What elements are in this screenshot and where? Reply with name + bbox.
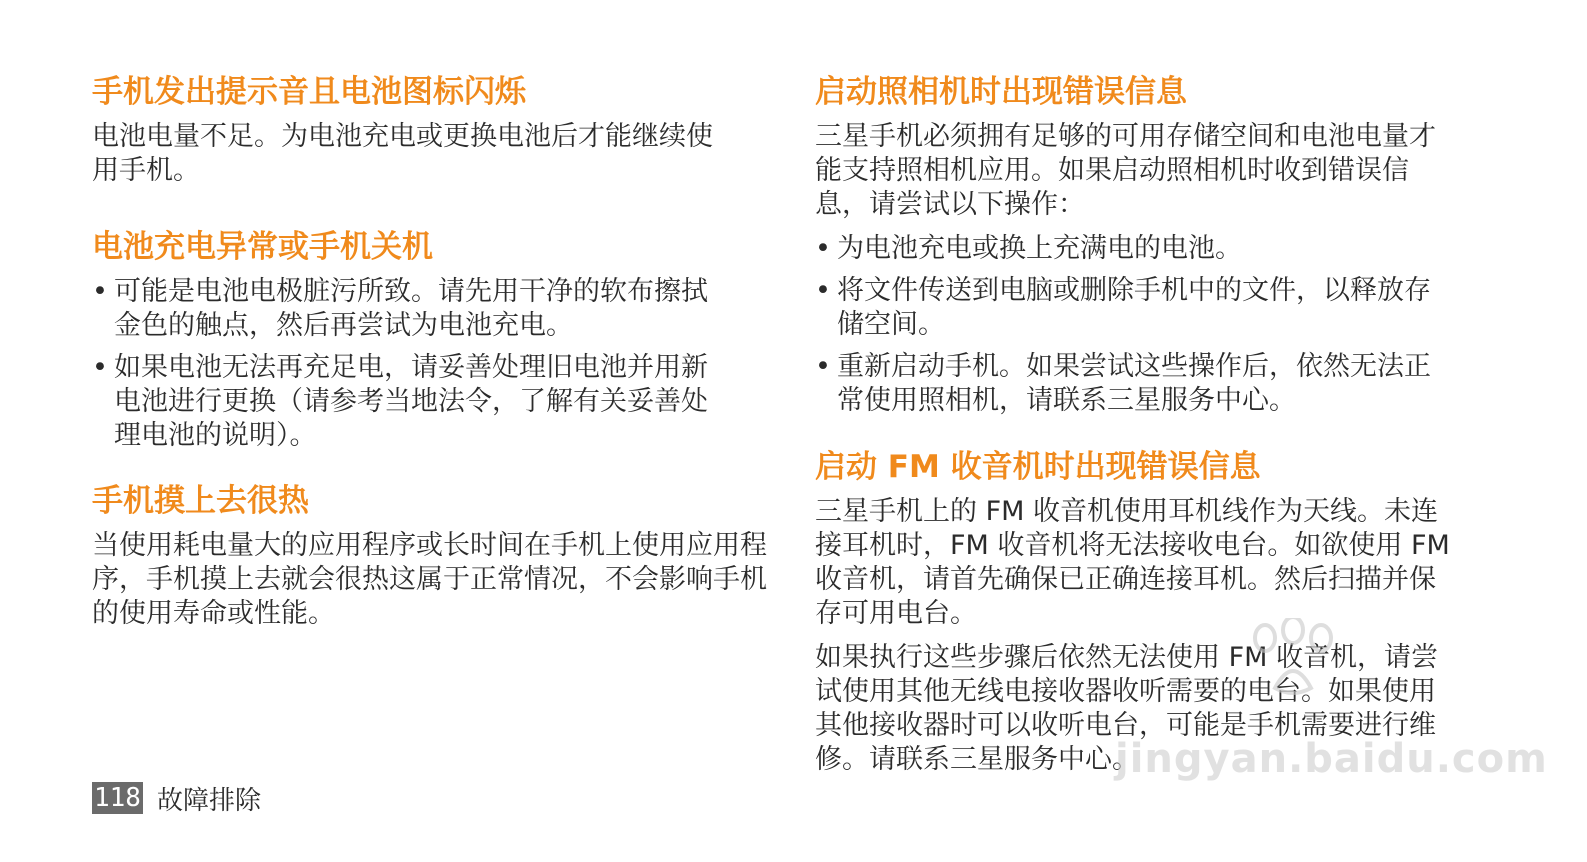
section-battery-beep xyxy=(92,70,713,188)
bullet-dot-icon: • xyxy=(92,276,108,307)
watermark-text: jingyan.baidu.com xyxy=(1115,736,1548,782)
section-camera-error xyxy=(815,70,1436,426)
section-body: 电池电量不足。为电池充电或更换电池后才能继续使 用手机。 xyxy=(92,121,713,186)
bullet-text: 可能是电池电极脏污所致。请先用干净的软布擦拭 金色的触点，然后再尝试为电池充电。 xyxy=(114,276,708,341)
section-heading: 手机发出提示音且电池图标闪烁 xyxy=(92,74,526,110)
bullet-item xyxy=(815,350,1436,418)
bullet-text: 为电池充电或换上充满电的电池。 xyxy=(837,233,1242,264)
bullet-item xyxy=(92,275,708,343)
section-body: 三星手机上的 FM 收音机使用耳机线作为天线。未连 接耳机时，FM 收音机将无法接收电台。如欲使用 FM 收音机，请首先确保已正确连接耳机。然后扫描并保 存可用电台。 xyxy=(815,496,1450,629)
section-heading: 电池充电异常或手机关机 xyxy=(92,229,433,265)
section-phone-hot xyxy=(92,479,767,631)
section-heading: 手机摸上去很热 xyxy=(92,483,309,519)
bullet-list xyxy=(92,275,708,453)
page-footer xyxy=(92,782,261,814)
chapter-label: 故障排除 xyxy=(156,785,261,816)
page-number: 118 xyxy=(94,783,141,813)
section-body: 当使用耗电量大的应用程序或长时间在手机上使用应用程 序，手机摸上去就会很热这属于正常情况，不会影响手机 的使用寿命或性能。 xyxy=(92,530,767,629)
bullet-text: 如果电池无法再充足电，请妥善处理旧电池并用新 电池进行更换（请参考当地法令，了解有关妥善处 理电池的说明）。 xyxy=(114,352,708,451)
bullet-text: 将文件传送到电脑或删除手机中的文件，以释放存 储空间。 xyxy=(837,275,1431,340)
section-fm-radio-error xyxy=(815,445,1450,777)
section-body: 三星手机必须拥有足够的可用存储空间和电池电量才 能支持照相机应用。如果启动照相机时收到错误信 息，请尝试以下操作： xyxy=(815,121,1436,220)
section-charging-abnormal xyxy=(92,225,708,461)
bullet-item xyxy=(92,351,708,453)
bullet-text: 重新启动手机。如果尝试这些操作后，依然无法正 常使用照相机，请联系三星服务中心。 xyxy=(837,351,1431,416)
section-heading: 启动照相机时出现错误信息 xyxy=(815,74,1187,110)
bullet-dot-icon: • xyxy=(92,352,108,383)
section-body-2: 如果执行这些步骤后依然无法使用 FM 收音机，请尝 试使用其他无线电接收器收听需要的电台。如果使用 其他接收器时可以收听电台，可能是手机需要进行维 修。请联系三星服务中心。 xyxy=(815,642,1438,775)
bullet-list xyxy=(815,232,1436,418)
section-heading: 启动 FM 收音机时出现错误信息 xyxy=(815,449,1261,485)
bullet-dot-icon: • xyxy=(815,351,831,382)
bullet-dot-icon: • xyxy=(815,233,831,264)
bullet-item xyxy=(815,232,1436,266)
bullet-item xyxy=(815,274,1436,342)
bullet-dot-icon: • xyxy=(815,275,831,306)
